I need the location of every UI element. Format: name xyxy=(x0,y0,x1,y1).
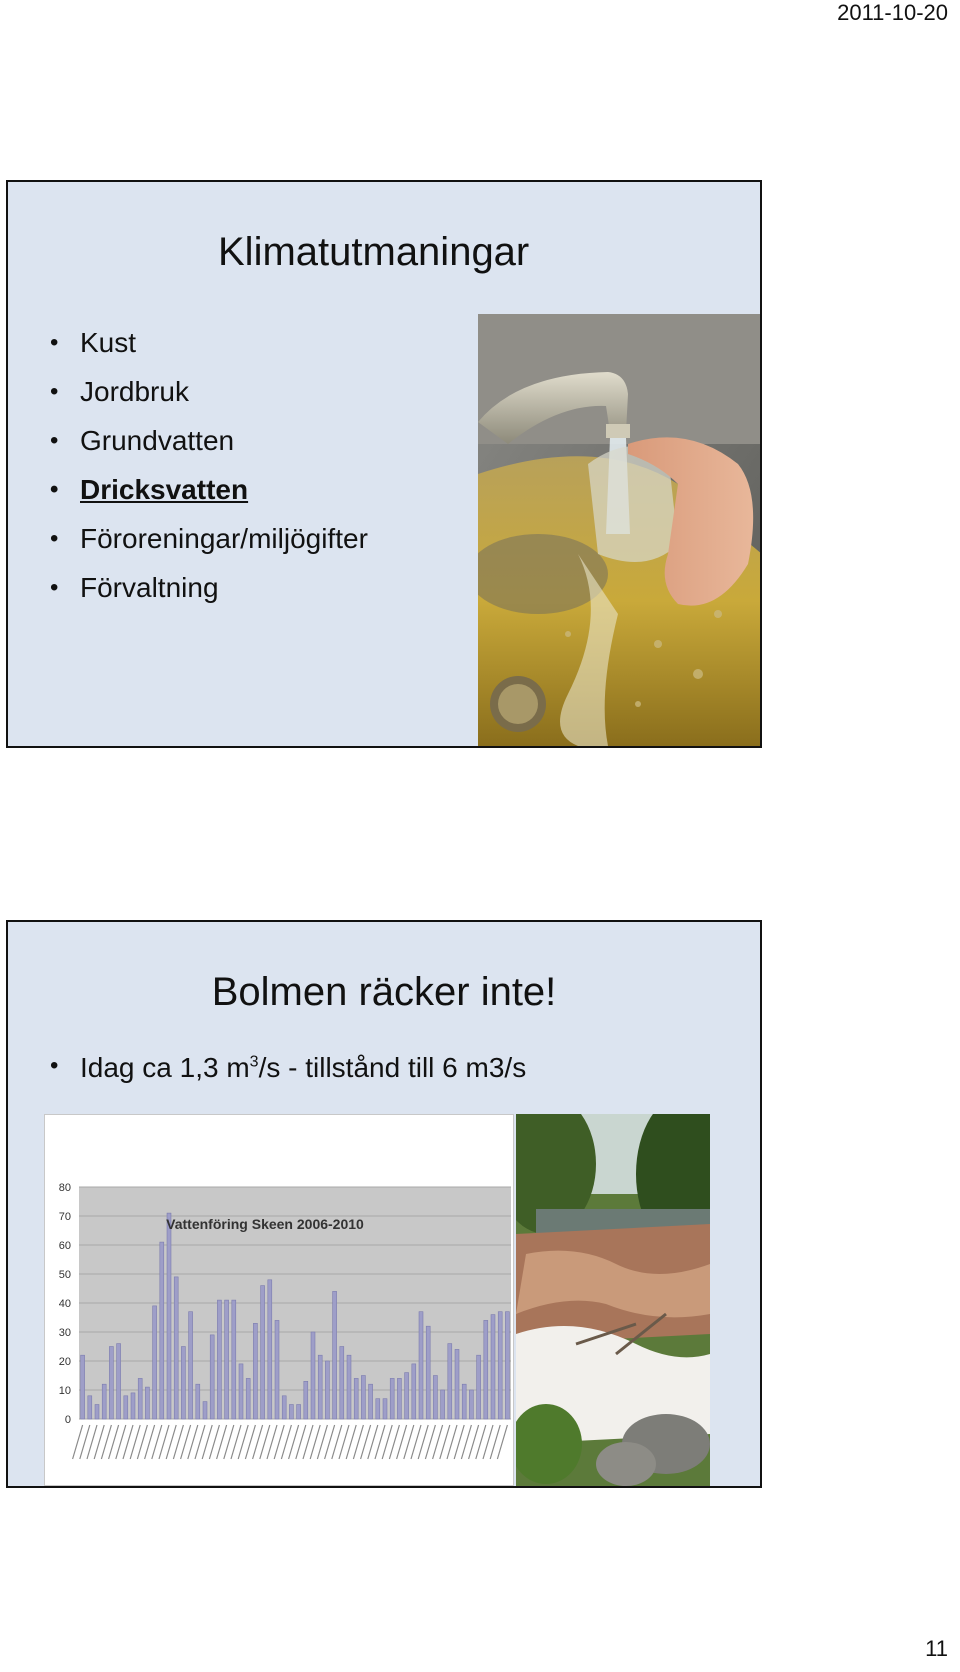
bullet-superscript: 3 xyxy=(249,1053,259,1071)
bar xyxy=(210,1335,214,1419)
bar xyxy=(282,1396,286,1419)
bullet-item: • Jordbruk xyxy=(50,367,368,416)
y-tick-label: 30 xyxy=(58,1327,71,1339)
bar xyxy=(376,1399,380,1419)
bar xyxy=(333,1291,337,1419)
bullet-item xyxy=(50,1052,526,1084)
bar xyxy=(369,1384,373,1419)
bar xyxy=(347,1355,351,1419)
bar xyxy=(477,1355,481,1419)
y-tick-label: 10 xyxy=(58,1385,71,1397)
page-number: 11 xyxy=(925,1636,948,1661)
bar xyxy=(138,1378,142,1419)
bar xyxy=(505,1312,509,1419)
bar xyxy=(304,1381,308,1419)
bar xyxy=(253,1323,257,1419)
y-tick-label: 40 xyxy=(58,1298,71,1310)
bar xyxy=(419,1312,423,1419)
bar xyxy=(448,1344,452,1419)
bar xyxy=(361,1376,365,1420)
bar xyxy=(275,1320,279,1419)
bar xyxy=(469,1390,473,1419)
bar xyxy=(412,1364,416,1419)
bar xyxy=(239,1364,243,1419)
bar xyxy=(397,1378,401,1419)
bar xyxy=(297,1405,301,1420)
y-tick-label: 50 xyxy=(58,1269,71,1281)
bar xyxy=(174,1277,178,1419)
bar xyxy=(462,1384,466,1419)
faucet-water-photo xyxy=(478,314,762,746)
slide-klimatutmaningar xyxy=(6,180,762,748)
y-tick-label: 70 xyxy=(58,1211,71,1223)
bar xyxy=(426,1326,430,1419)
bar xyxy=(196,1384,200,1419)
y-tick-label: 60 xyxy=(58,1240,71,1252)
bar xyxy=(117,1344,121,1419)
bar xyxy=(261,1286,265,1419)
bar xyxy=(102,1384,106,1419)
bar xyxy=(95,1405,99,1420)
bullet-item: • Grundvatten xyxy=(50,416,368,465)
bullet-item-active: • Dricksvatten xyxy=(50,465,368,514)
slide-bolmen xyxy=(6,920,762,1488)
bullet-item: • Kust xyxy=(50,318,368,367)
bar xyxy=(289,1405,293,1420)
river-rapids-photo xyxy=(516,1114,710,1486)
bullet-item: • Föroreningar/miljögifter xyxy=(50,514,368,563)
bar xyxy=(491,1315,495,1419)
bar xyxy=(433,1376,437,1420)
bar xyxy=(268,1280,272,1419)
bar xyxy=(217,1300,221,1419)
bar xyxy=(318,1355,322,1419)
bar xyxy=(354,1378,358,1419)
bar xyxy=(484,1320,488,1419)
y-tick-label: 0 xyxy=(64,1414,71,1426)
bar xyxy=(232,1300,236,1419)
bar xyxy=(109,1347,113,1420)
bar xyxy=(405,1373,409,1419)
bar xyxy=(203,1402,207,1419)
bullet-list xyxy=(50,318,368,612)
bar xyxy=(498,1312,502,1419)
bar xyxy=(441,1390,445,1419)
bullet-item: • Förvaltning xyxy=(50,563,368,612)
bar xyxy=(88,1396,92,1419)
bar xyxy=(246,1378,250,1419)
bar xyxy=(131,1393,135,1419)
bar xyxy=(325,1361,329,1419)
bar xyxy=(383,1399,387,1419)
bullet-text-pre: Idag ca 1,3 m xyxy=(80,1052,250,1083)
chart-title: Vattenföring Skeen 2006-2010 xyxy=(166,1216,364,1232)
bar xyxy=(167,1213,171,1419)
bar xyxy=(225,1300,229,1419)
chart-svg xyxy=(45,1115,513,1485)
page-date: 2011-10-20 xyxy=(837,0,948,25)
slide-title: Bolmen räcker inte! xyxy=(211,970,557,1014)
bar xyxy=(160,1242,164,1419)
bullet-text-post: /s - tillstånd till 6 m3/s xyxy=(258,1052,527,1083)
bar xyxy=(455,1349,459,1419)
slide-title: Klimatutmaningar xyxy=(218,230,530,274)
bar xyxy=(153,1306,157,1419)
flow-chart xyxy=(44,1114,514,1486)
bar xyxy=(390,1378,394,1419)
y-tick-label: 80 xyxy=(58,1182,71,1194)
bar xyxy=(81,1355,85,1419)
bar xyxy=(124,1396,128,1419)
bar xyxy=(181,1347,185,1420)
bar xyxy=(340,1347,344,1420)
y-tick-label: 20 xyxy=(58,1356,71,1368)
bar xyxy=(145,1387,149,1419)
bar xyxy=(311,1332,315,1419)
bar xyxy=(189,1312,193,1419)
